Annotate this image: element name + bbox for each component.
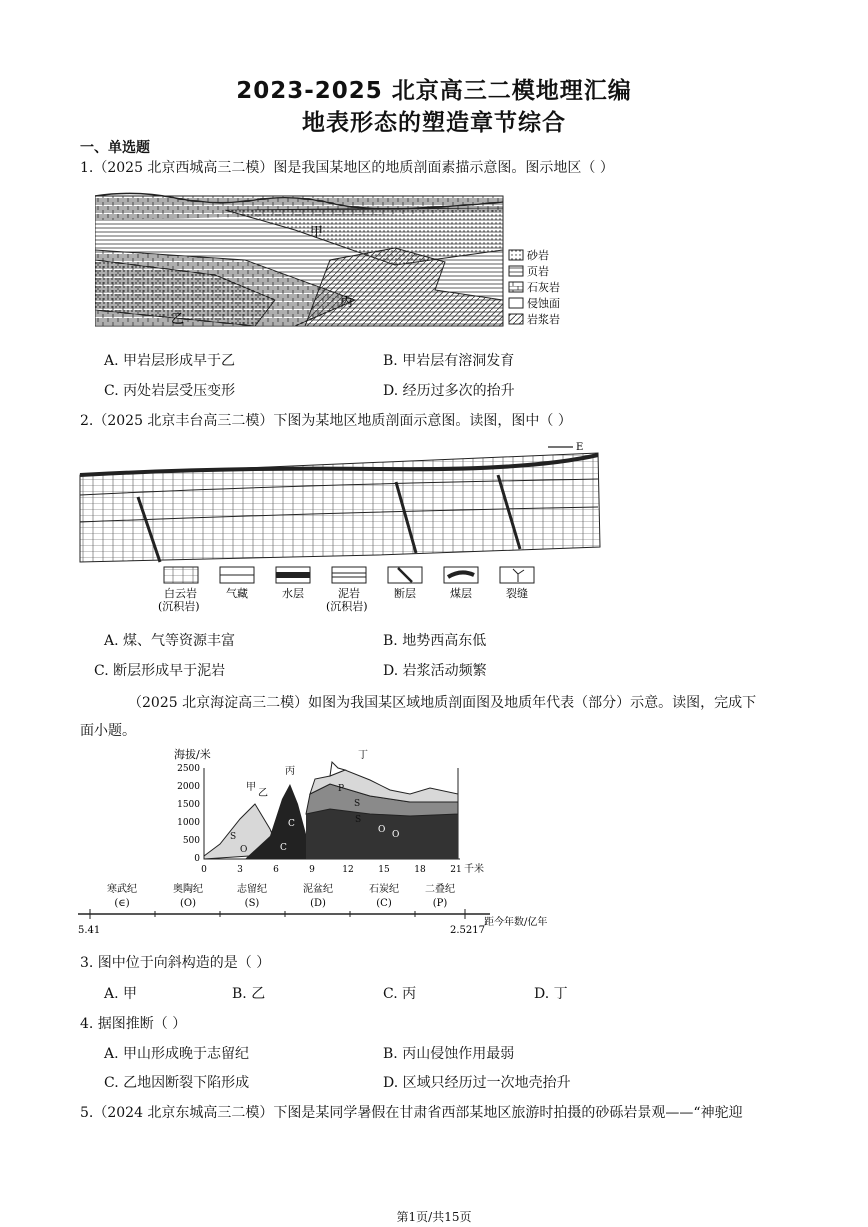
- question-4-stem: 4. 据图推断（ ）: [80, 1016, 187, 1032]
- x-tick: 12: [342, 865, 354, 875]
- page-title: 2023-2025 北京高三二模地理汇编: [236, 78, 632, 104]
- peak-bing: 丙: [285, 766, 295, 777]
- stratum-label: O: [240, 845, 248, 855]
- timeline-start: 5.41: [78, 925, 101, 936]
- peak-jia: 甲: [246, 782, 256, 793]
- legend-sandstone: 砂岩: [527, 249, 549, 262]
- period-code: (∈): [114, 898, 130, 909]
- q1-option-a[interactable]: A. 甲岩层形成早于乙: [104, 353, 236, 369]
- q3-option-c[interactable]: C. 丙: [383, 986, 417, 1002]
- x-tick: 18: [414, 865, 426, 875]
- question-1-figure: [95, 190, 575, 332]
- page-number: 第1页/共15页: [396, 1210, 472, 1224]
- q4-option-d[interactable]: D. 区域只经历过一次地壳抬升: [383, 1075, 571, 1091]
- period-name: 寒武纪: [107, 884, 137, 895]
- q1-option-c[interactable]: C. 丙处岩层受压变形: [104, 383, 236, 399]
- stratum-label: C: [280, 843, 287, 853]
- direction-label: E: [576, 442, 584, 453]
- label-jia: 甲: [310, 225, 324, 240]
- peak-ding: 丁: [358, 750, 368, 761]
- x-tick: 6: [273, 865, 279, 875]
- stratum-label: O: [392, 830, 400, 840]
- geologic-periods: [107, 882, 455, 909]
- q2-option-c[interactable]: C. 断层形成早于泥岩: [94, 663, 226, 679]
- period-name: 泥盆纪: [303, 884, 333, 895]
- legend-fracture: 裂缝: [506, 587, 528, 600]
- q4-option-a[interactable]: A. 甲山形成晚于志留纪: [104, 1046, 250, 1062]
- legend-dolomite: 白云岩: [164, 587, 197, 600]
- group-intro-line2: 面小题。: [80, 723, 136, 739]
- question-2-figure: [78, 437, 608, 612]
- y-tick: 0: [194, 854, 200, 864]
- stratum-label: S: [355, 815, 362, 825]
- y-tick: 1000: [177, 818, 200, 828]
- section-heading: 一、单选题: [80, 140, 150, 156]
- period-name: 二叠纪: [425, 884, 455, 895]
- legend-gas: 气藏: [226, 587, 248, 600]
- q2-option-b[interactable]: B. 地势西高东低: [383, 633, 487, 649]
- period-code: (S): [244, 898, 260, 909]
- stratum-label: S: [354, 799, 361, 809]
- q1-option-b[interactable]: B. 甲岩层有溶洞发育: [383, 353, 515, 369]
- q4-option-c[interactable]: C. 乙地因断裂下陷形成: [104, 1075, 250, 1091]
- period-code: (P): [432, 898, 448, 909]
- peak-yi: 乙: [258, 788, 268, 799]
- legend-mudstone: 泥岩: [338, 587, 360, 600]
- q2-option-d[interactable]: D. 岩浆活动频繁: [383, 663, 487, 679]
- period-name: 志留纪: [237, 884, 267, 895]
- legend-fault: 断层: [394, 587, 416, 600]
- question-5-stem: 5.（2024 北京东城高三二模）下图是某同学暑假在甘肃省西部某地区旅游时拍摄的砂砾岩景观——“神驼迎: [80, 1105, 743, 1121]
- y-tick: 500: [182, 836, 200, 846]
- stratum-label: C: [288, 819, 295, 829]
- period-code: (C): [376, 898, 392, 909]
- y-axis-title: 海拔/米: [174, 748, 211, 761]
- q2-legend: [158, 567, 534, 612]
- question-3-stem: 3. 图中位于向斜构造的是（ ）: [80, 955, 271, 971]
- label-yi: 乙: [171, 312, 185, 327]
- y-tick: 2500: [177, 764, 200, 774]
- legend-water: 水层: [282, 587, 304, 600]
- q3-option-b[interactable]: B. 乙: [232, 986, 266, 1002]
- legend-mudstone-note: (沉积岩): [326, 600, 368, 612]
- legend-coal: 煤层: [450, 587, 472, 600]
- period-code: (O): [179, 898, 197, 909]
- x-tick: 3: [237, 865, 243, 875]
- stratum-label: O: [378, 825, 386, 835]
- period-code: (D): [310, 898, 326, 909]
- legend-igneous-rock: 岩浆岩: [527, 313, 560, 326]
- y-tick: 1500: [177, 800, 200, 810]
- group-figure: [70, 744, 570, 936]
- timeline-unit: 距今年数/亿年: [484, 917, 548, 928]
- legend-shale: 页岩: [527, 265, 549, 278]
- y-tick: 2000: [177, 782, 200, 792]
- group-intro-line1: （2025 北京海淀高三二模）如图为我国某区域地质剖面图及地质年代表（部分）示意。读图，完成下: [128, 695, 757, 711]
- q4-option-b[interactable]: B. 丙山侵蚀作用最弱: [383, 1046, 515, 1062]
- q3-option-a[interactable]: A. 甲: [104, 986, 138, 1002]
- legend-dolomite-note: (沉积岩): [158, 600, 200, 612]
- label-bing: 丙: [340, 295, 354, 310]
- question-1-stem: 1.（2025 北京西城高三二模）图是我国某地区的地质剖面素描示意图。图示地区（ ）: [80, 160, 614, 176]
- stratum-label: P: [338, 784, 345, 794]
- timeline-end: 2.5217: [450, 925, 485, 936]
- legend-erosion-surface: 侵蚀面: [527, 297, 560, 310]
- period-name: 石炭纪: [369, 884, 399, 895]
- q3-option-d[interactable]: D. 丁: [534, 986, 568, 1002]
- legend-limestone: 石灰岩: [527, 281, 560, 294]
- page-subtitle: 地表形态的塑造章节综合: [302, 110, 566, 136]
- x-tick: 21: [450, 865, 462, 875]
- x-tick: 0: [201, 865, 207, 875]
- x-tick: 9: [309, 865, 315, 875]
- stratum-label: S: [230, 832, 237, 842]
- x-unit: 千米: [464, 864, 484, 875]
- x-tick: 15: [378, 865, 390, 875]
- period-name: 奥陶纪: [173, 884, 203, 895]
- q1-option-d[interactable]: D. 经历过多次的抬升: [383, 383, 515, 399]
- question-2-stem: 2.（2025 北京丰台高三二模）下图为某地区地质剖面示意图。读图，图中（ ）: [80, 413, 572, 429]
- q2-option-a[interactable]: A. 煤、气等资源丰富: [104, 633, 236, 649]
